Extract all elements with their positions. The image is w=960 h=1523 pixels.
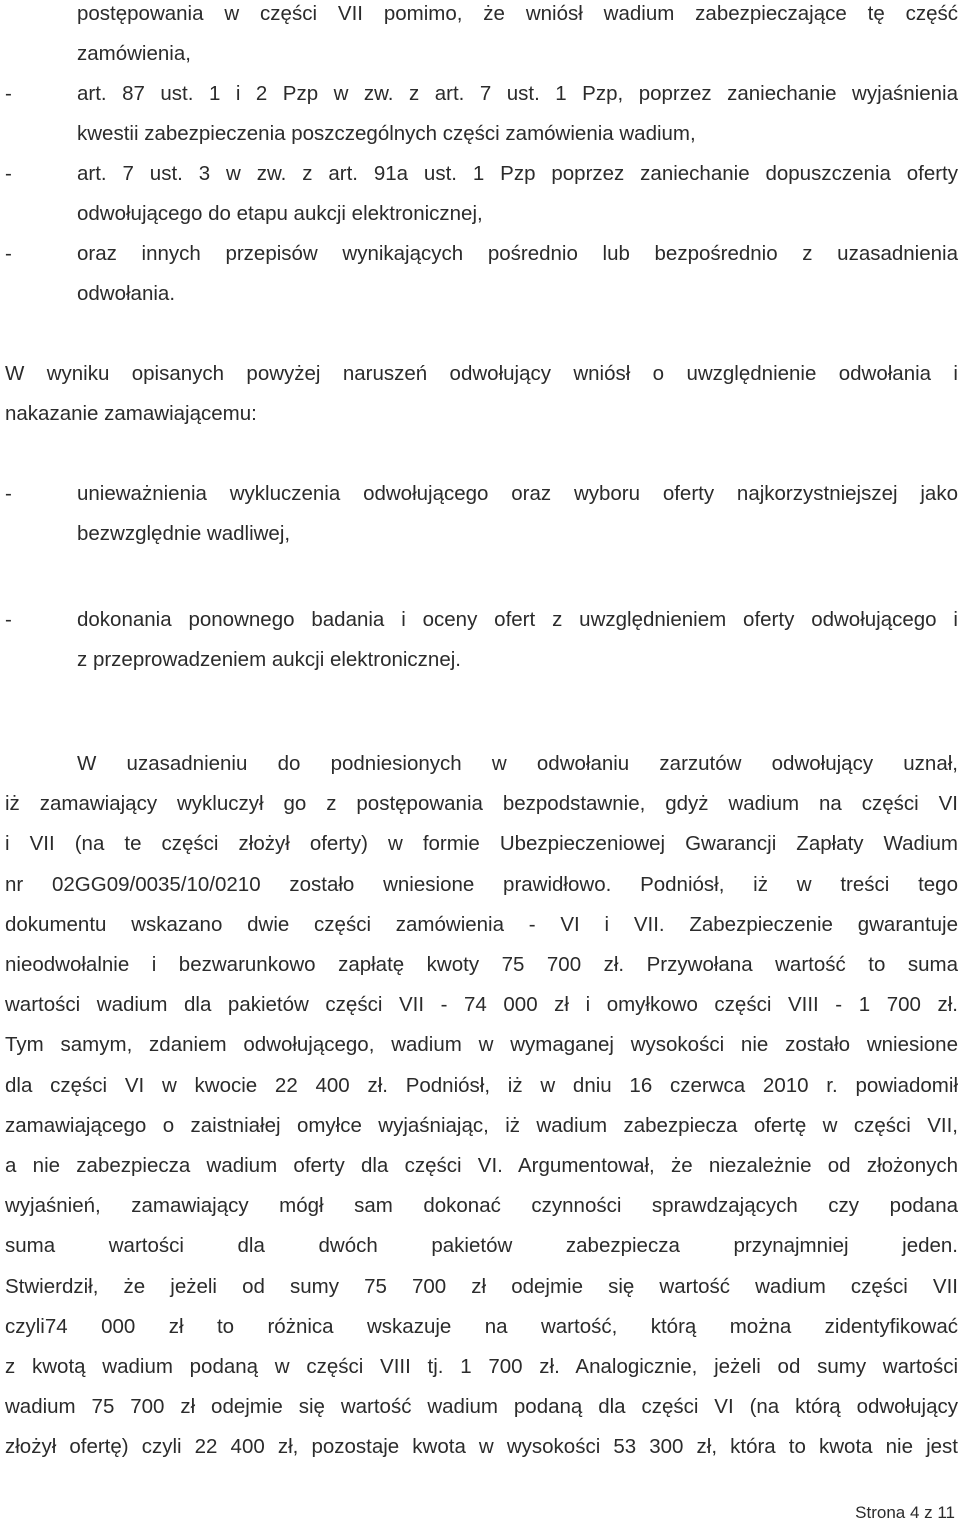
list1-item2-line0: art. 7 ust. 3 w zw. z art. 91a ust. 1 Pzp poprzez zaniechanie dopuszczenia oferty [77,162,958,185]
list1-item3-dash: - [5,242,12,265]
page-number: Strona 4 z 11 [855,1503,955,1522]
list1-item2-line1: odwołującego do etapu aukcji elektronicznej, [77,202,483,225]
list1-item0-line0: postępowania w części VII pomimo, że wniósł wadium zabezpieczające tę część [77,2,958,25]
list1-item2-dash: - [5,162,12,185]
list1-item1-line0: art. 87 ust. 1 i 2 Pzp w zw. z art. 7 ust. 1 Pzp, poprzez zaniechanie wyjaśnienia [77,82,958,105]
list2-item1-line1: z przeprowadzeniem aukcji elektronicznej. [77,648,461,671]
para2-line: wyjaśnień, zamawiający mógł sam dokonać czynności sprawdzających czy podana [5,1194,958,1217]
para1-line1: nakazanie zamawiającemu: [5,402,257,425]
list2-item0-line0: unieważnienia wykluczenia odwołującego oraz wyboru oferty najkorzystniejszej jako [77,482,958,505]
list2-item1-dash: - [5,608,12,631]
para2-line: złożył ofertę) czyli 22 400 zł, pozostaje kwota w wysokości 53 300 zł, która to kwota nie jest [5,1435,958,1458]
list1-item3-line0: oraz innych przepisów wynikających pośrednio lub bezpośrednio z uzasadnienia [77,242,958,265]
list1-item1-line1: kwestii zabezpieczenia poszczególnych części zamówienia wadium, [77,122,696,145]
para1-line0: W wyniku opisanych powyżej naruszeń odwołujący wniósł o uwzględnienie odwołania i [5,362,958,385]
para2-line: wadium 75 700 zł odejmie się wartość wadium podaną dla części VI (na którą odwołujący [5,1395,958,1418]
para2-line: i VII (na te części złożył oferty) w formie Ubezpieczeniowej Gwarancji Zapłaty Wadium [5,832,958,855]
para2-line: iż zamawiający wykluczył go z postępowania bezpodstawnie, gdyż wadium na części VI [5,792,958,815]
list2-item0-line1: bezwzględnie wadliwej, [77,522,291,545]
para2-line: nr 02GG09/0035/10/0210 zostało wniesione prawidłowo. Podniósł, iż w treści tego [5,873,958,896]
para2-line: z kwotą wadium podaną w części VIII tj. 1 700 zł. Analogicznie, jeżeli od sumy wartości [5,1355,958,1378]
para2-line: a nie zabezpiecza wadium oferty dla części VI. Argumentował, że niezależnie od złożonych [5,1154,958,1177]
para2-line: dokumentu wskazano dwie części zamówienia - VI i VII. Zabezpieczenie gwarantuje [5,913,958,936]
list1-item0-line1: zamówienia, [77,42,191,65]
para2-line: Tym samym, zdaniem odwołującego, wadium w wymaganej wysokości nie zostało wniesione [5,1033,958,1056]
para2-line: suma wartości dla dwóch pakietów zabezpiecza przynajmniej jeden. [5,1234,958,1257]
para2-line: zamawiającego o zaistniałej omyłce wyjaśniając, iż wadium zabezpiecza ofertę w części VII, [5,1114,958,1137]
para2-line: dla części VI w kwocie 22 400 zł. Podniósł, iż w dniu 16 czerwca 2010 r. powiadomił [5,1074,958,1097]
para2-line: W uzasadnieniu do podniesionych w odwołaniu zarzutów odwołujący uznał, [77,752,958,775]
para2-line: wartości wadium dla pakietów części VII - 74 000 zł i omyłkowo części VIII - 1 700 zł. [5,993,958,1016]
list2-item1-line0: dokonania ponownego badania i oceny ofert z uwzględnieniem oferty odwołującego i [77,608,958,631]
list1-item3-line1: odwołania. [77,282,176,305]
para2-line: nieodwołalnie i bezwarunkowo zapłatę kwoty 75 700 zł. Przywołana wartość to suma [5,953,958,976]
para2-line: Stwierdził, że jeżeli od sumy 75 700 zł odejmie się wartość wadium części VII [5,1275,958,1298]
list1-item1-dash: - [5,82,12,105]
para2-line: czyli74 000 zł to różnica wskazuje na wartość, którą można zidentyfikować [5,1315,958,1338]
list2-item0-dash: - [5,482,12,505]
